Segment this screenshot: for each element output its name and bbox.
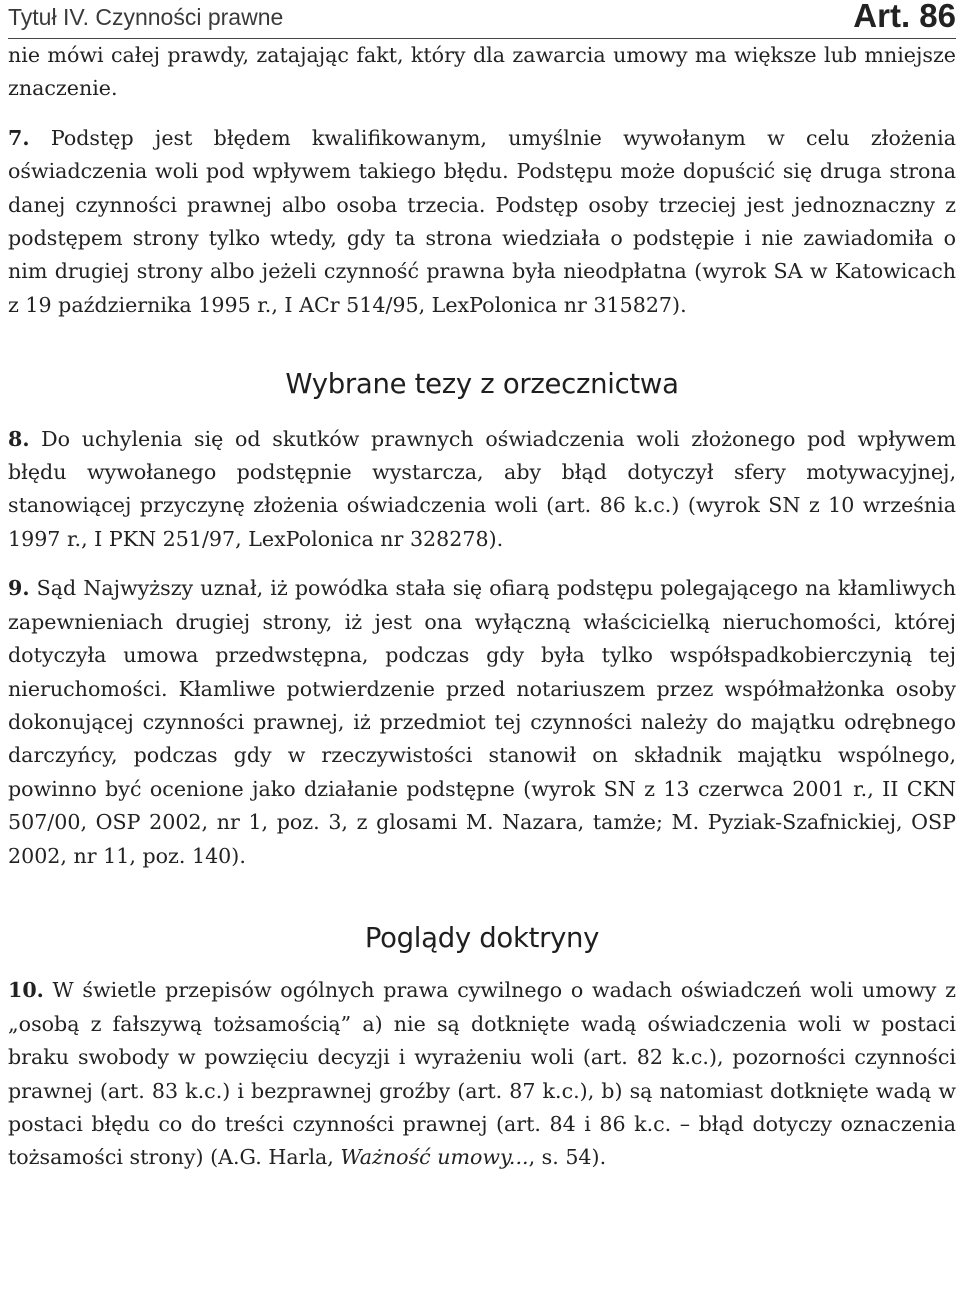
intro-paragraph: nie mówi całej prawdy, zatajając fakt, który dla zawarcia umowy ma większe lub mniejsze znaczenie. — [8, 43, 956, 101]
heading-case-law: Wybrane tezy z orzecznictwa — [285, 368, 679, 401]
paragraph-8 — [8, 423, 956, 557]
page-content — [8, 39, 956, 1175]
article-number: Art. 86 — [853, 0, 956, 34]
paragraph-text: Sąd Najwyższy uznał, iż powódka stała się ofiarą podstępu polegającego na kłamliwych zapewnieniach drugiej strony, iż jest ona wyłączną właścicielką nieruchomości, której dotyczyła umowa przedwstępna, podczas gdy była tylko współspadkobierczynią tej nieruchomości. Kłamliwe potwierdzenie przed notariuszem przez współmałżonka osoby dokonującej czynności prawnej, iż przedmiot tej czynności należy do majątku odrębnego darczyńcy, podczas gdy w rzeczywistości stanowił on składnik majątku wspólnego, powinno być ocenione jako działanie podstępne (wyrok SN z 13 czerwca 2001 r., II CKN 507/00, OSP 2002, nr 1, poz. 3, z glosami M. Nazara, tamże; M. Pyziak-Szafnickiej, OSP 2002, nr 11, poz. 140). — [8, 576, 957, 868]
paragraph-text: Podstęp jest błędem kwalifikowanym, umyślnie wywołanym w celu złożenia oświadczenia woli pod wpływem takiego błędu. Podstępu może dopuścić się druga strona danej czynności prawnej albo osoba trzecia. Podstęp osoby trzeciej jest jednoznaczny z podstępem strony tylko wtedy, gdy ta strona wiedziała o podstępie i nie zawiadomiła o nim drugiej strony albo jeżeli czynność prawna była nieodpłatna (wyrok SA w Katowicach z 19 października 1995 r., I ACr 514/95, LexPolonica nr 315827). — [8, 125, 957, 317]
paragraph-10 — [8, 974, 956, 1174]
section-title: Tytuł IV. Czynności prawne — [8, 4, 284, 30]
paragraph-number: 8. — [8, 426, 30, 451]
running-header — [8, 0, 956, 39]
citation-suffix: , s. 54). — [528, 1145, 607, 1170]
paragraph-9 — [8, 572, 956, 873]
paragraph-number: 9. — [8, 576, 30, 601]
paragraph-text: Do uchylenia się od skutków prawnych oświadczenia woli złożonego pod wpływem błędu wywołanego podstępnie wystarcza, aby błąd dotyczył sfery motywacyjnej, stanowiącej przyczynę złożenia oświadczenia woli (art. 86 k.c.) (wyrok SN z 10 września 1997 r., I PKN 251/97, LexPolonica nr 328278). — [8, 426, 956, 551]
paragraph-number: 7. — [8, 125, 30, 150]
citation-title: Ważność umowy... — [340, 1145, 529, 1170]
book-page — [8, 0, 956, 1175]
paragraph-text: W świetle przepisów ogólnych prawa cywilnego o wadach oświadczeń woli umowy z „osobą z fałszywą tożsamością” a) nie są dotknięte wadą oświadczenia woli w postaci braku swobody w powzięciu decyzji i wyrażeniu woli (art. 82 k.c.), pozorności czynności prawnej (art. 83 k.c.) i bezprawnej groźby (art. 87 k.c.), b) są natomiast dotknięte wadą w postaci błędu co do treści czynności prawnej (art. 84 i 86 k.c. – błąd dotyczy oznaczenia tożsamości strony) (A.G. Harla, — [8, 978, 956, 1170]
heading-doctrine: Poglądy doktryny — [364, 921, 600, 954]
paragraph-7 — [8, 122, 956, 322]
paragraph-number: 10. — [8, 978, 44, 1003]
